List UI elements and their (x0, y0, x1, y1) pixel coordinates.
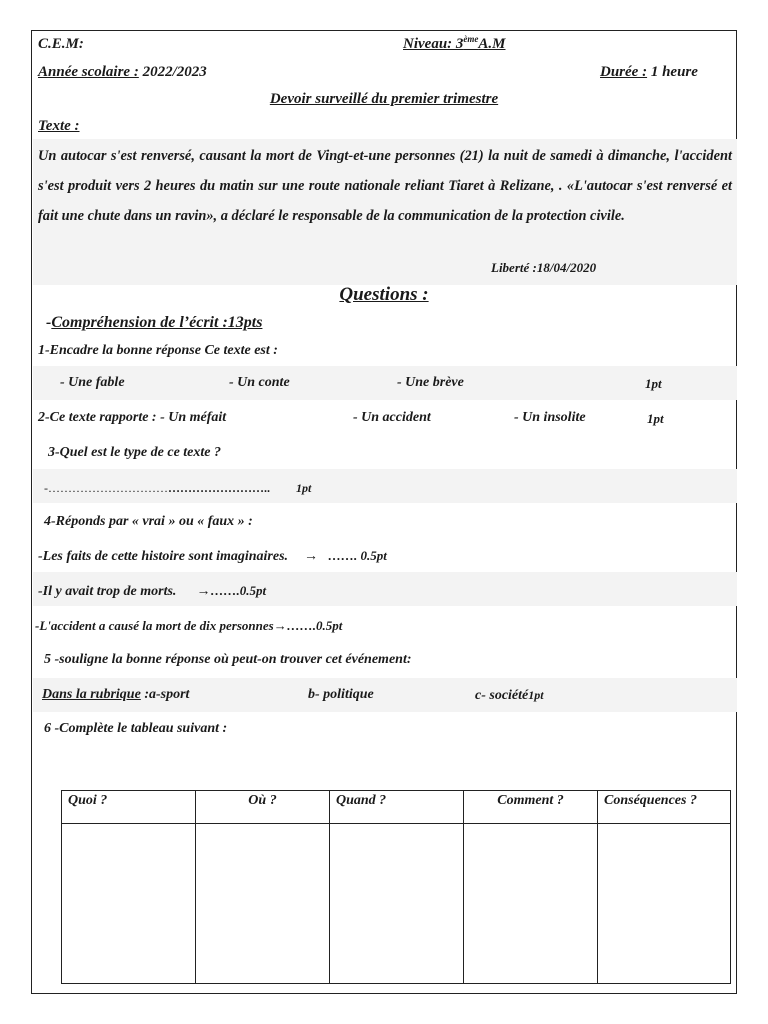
q1-option-fable: - Une fable (60, 375, 125, 390)
q5-option-societe-text: c- société (475, 688, 529, 703)
text-paragraph: Un autocar s'est renversé, causant la mort de Vingt-et-une personnes (21) la nuit de samedi à dimanche, l'accident s'est produit vers 2 heures du matin sur une route nationale reliant Tiaret à Relizane, . «L'autocar s'est renversé et fait une chute dans un ravin», a déclaré le responsable de la communication de la protection civile. (38, 148, 732, 224)
q5-points: 1pt (528, 688, 544, 702)
q4-item-3-text: -L'accident a causé la mort de dix personnes (35, 618, 274, 633)
q3-answer-line (44, 479, 270, 497)
niveau-label (403, 35, 506, 53)
q4-item-1 (38, 547, 387, 566)
q4-prompt: 4-Réponds par « vrai » ou « faux » : (44, 514, 253, 529)
q5-prompt-a: 5 -souligne la bonne réponse (44, 652, 211, 667)
q4-item-2-arrow: → (196, 584, 211, 599)
q4-item-1-arrow: → (304, 549, 319, 564)
q5-option-sport: :a-sport (140, 687, 190, 702)
q1-points: 1pt (645, 376, 662, 391)
texte-label: Texte : (38, 118, 80, 134)
duree (600, 63, 698, 81)
q2-prompt: 2-Ce texte rapporte : - Un méfait (38, 410, 227, 425)
q2-option-accident: - Un accident (353, 410, 431, 425)
cell-comment[interactable] (464, 824, 598, 984)
q3-answer-dots-a: -………………………… (44, 481, 168, 495)
q1-band (33, 366, 737, 400)
q5-option-politique: b- politique (308, 687, 374, 702)
niveau-text: Niveau: 3 (403, 36, 464, 52)
cem-label: C.E.M: (38, 36, 84, 52)
duree-value: 1 heure (647, 64, 698, 80)
q4-item-3 (35, 617, 342, 635)
comprehension-prefix: - (46, 314, 52, 331)
questions-heading: Questions : (339, 284, 429, 305)
cell-quand[interactable] (330, 824, 464, 984)
q4-item-1-text: -Les faits de cette histoire sont imaginaires. (38, 549, 289, 564)
q4-item-3-blank: …….0.5pt (286, 618, 343, 633)
text-source: Liberté :18/04/2020 (491, 260, 597, 275)
cell-ou[interactable] (196, 824, 330, 984)
q3-prompt: 3-Quel est le type de ce texte ? (48, 445, 221, 460)
q4-item-2-text: -Il y avait trop de morts. (38, 584, 177, 599)
col-quoi: Quoi ? (62, 791, 196, 824)
q4-item-2-blank: …….0.5pt (210, 583, 267, 598)
q5-option-societe (475, 686, 544, 705)
col-quand: Quand ? (330, 791, 464, 824)
q4-item-2 (38, 582, 266, 601)
cell-consequences[interactable] (598, 824, 731, 984)
q1-option-breve: - Une brève (397, 375, 464, 390)
niveau-suffix: A.M (478, 36, 506, 52)
col-comment: Comment ? (464, 791, 598, 824)
annee-label: Année scolaire : (38, 64, 139, 80)
q6-prompt: 6 -Complète le tableau suivant : (44, 721, 228, 736)
annee-value: 2022/2023 (138, 64, 207, 80)
comprehension-heading (46, 314, 262, 332)
q5-prompt (44, 651, 412, 669)
comprehension-text: Compréhension de l’écrit :13pts (51, 314, 263, 331)
col-ou: Où ? (196, 791, 330, 824)
q2-option-insolite: - Un insolite (514, 410, 586, 425)
q3-points: 1pt (296, 481, 312, 495)
annee-scolaire (38, 63, 207, 81)
duree-label: Durée : (600, 64, 648, 80)
q5-rubrique-label: Dans la rubrique (42, 687, 141, 702)
q3-answer-dots-b: …………………….. (168, 481, 270, 495)
col-consequences: Conséquences ? (598, 791, 731, 824)
exam-title: Devoir surveillé du premier trimestre (269, 91, 499, 107)
q1-prompt: 1-Encadre la bonne réponse Ce texte est : (38, 343, 278, 358)
q4-item-1-blank: ……. 0.5pt (328, 548, 387, 563)
source-band (33, 251, 737, 285)
q5-rubrique (42, 686, 189, 704)
q1-option-conte: - Un conte (229, 375, 290, 390)
q2-points: 1pt (647, 411, 664, 426)
niveau-sup: ème (463, 34, 479, 44)
q4-item-3-arrow: → (273, 618, 287, 633)
cell-quoi[interactable] (62, 824, 196, 984)
exam-sheet (31, 30, 737, 994)
summary-table (61, 790, 731, 984)
q5-prompt-b: où peut-on trouver cet événement: (210, 652, 412, 667)
